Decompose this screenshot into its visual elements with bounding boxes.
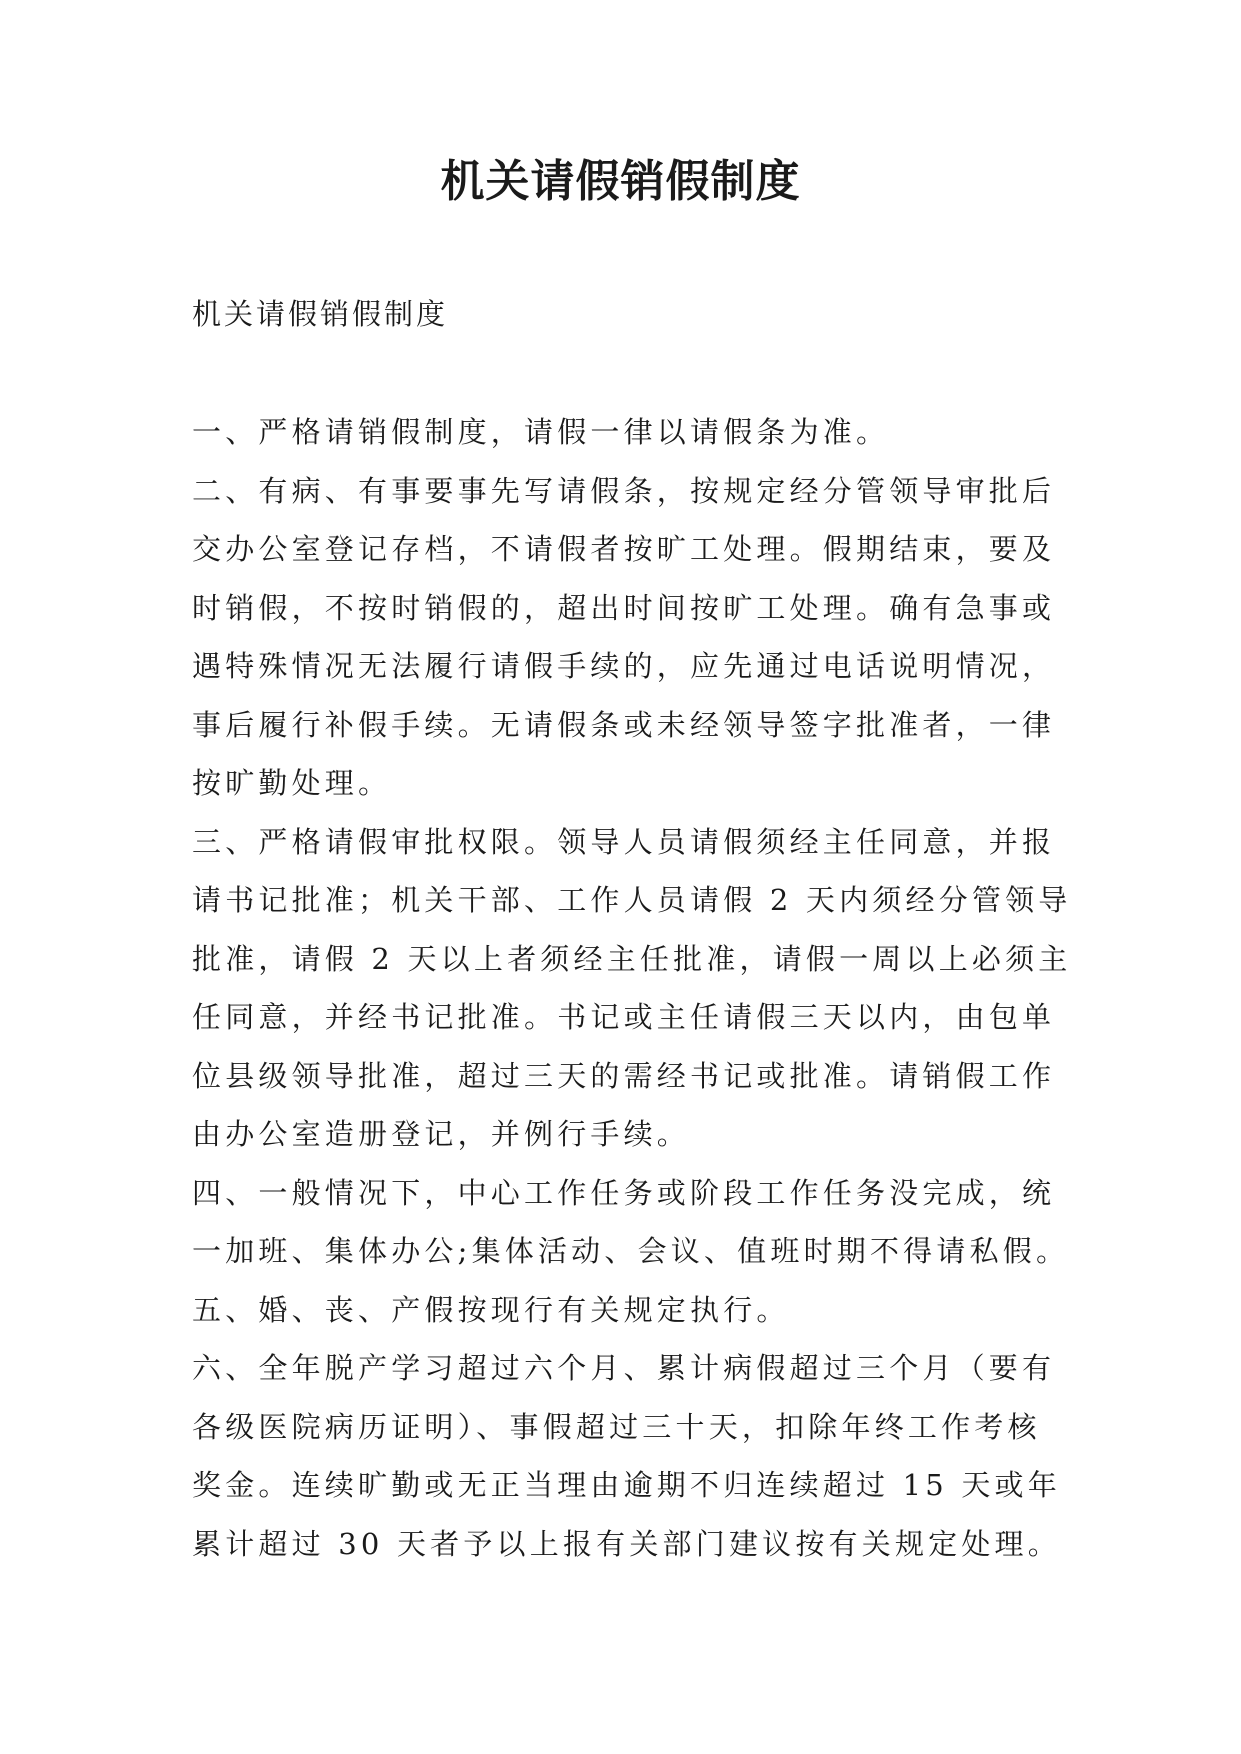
paragraph-line: 累计超过 30 天者予以上报有关部门建议按有关规定处理。 bbox=[192, 1526, 1061, 1561]
paragraph-line: 事后履行补假手续。无请假条或未经领导签字批准者，一律 bbox=[192, 707, 1056, 742]
paragraph-line: 由办公室造册登记，并例行手续。 bbox=[192, 1117, 691, 1151]
paragraph-line: 请书记批准；机关干部、工作人员请假 2 天内须经分管领导 bbox=[192, 883, 1072, 917]
document-body bbox=[192, 403, 1072, 1573]
document-title: 机关请假销假制度 bbox=[440, 156, 801, 207]
paragraph-line: 各级医院病历证明）、事假超过三十天，扣除年终工作考核 bbox=[192, 1409, 1041, 1444]
paragraph-line: 一加班、集体办公;集体活动、会议、值班时期不得请私假。 bbox=[192, 1234, 1070, 1268]
paragraph-3 bbox=[192, 813, 1072, 1164]
paragraph-line: 五、婚、丧、产假按现行有关规定执行。 bbox=[192, 1292, 790, 1327]
paragraph-line: 时销假，不按时销假的，超出时间按旷工处理。确有急事或 bbox=[192, 590, 1056, 625]
paragraph-line: 位县级领导批准，超过三天的需经书记或批准。请销假工作 bbox=[192, 1058, 1056, 1093]
paragraph-line: 任同意，并经书记批准。书记或主任请假三天以内，由包单 bbox=[192, 1000, 1056, 1034]
paragraph-2 bbox=[192, 462, 1072, 813]
paragraph-1 bbox=[192, 403, 1072, 462]
paragraph-line: 遇特殊情况无法履行请假手续的，应先通过电话说明情况， bbox=[192, 649, 1056, 683]
paragraph-line: 二、有病、有事要事先写请假条，按规定经分管领导审批后 bbox=[192, 473, 1056, 508]
document-subtitle: 机关请假销假制度 bbox=[192, 297, 449, 331]
paragraph-4 bbox=[192, 1164, 1072, 1281]
paragraph-line: 奖金。连续旷勤或无正当理由逾期不归连续超过 15 天或年 bbox=[192, 1468, 1061, 1502]
paragraph-line: 四、一般情况下，中心工作任务或阶段工作任务没完成，统 bbox=[192, 1175, 1056, 1210]
paragraph-line: 交办公室登记存档，不请假者按旷工处理。假期结束，要及 bbox=[192, 532, 1056, 566]
paragraph-6 bbox=[192, 1339, 1072, 1573]
paragraph-5 bbox=[192, 1281, 1072, 1340]
paragraph-line: 按旷勤处理。 bbox=[192, 766, 392, 800]
paragraph-line: 六、全年脱产学习超过六个月、累计病假超过三个月（要有 bbox=[192, 1351, 1056, 1385]
paragraph-line: 批准，请假 2 天以上者须经主任批准，请假一周以上必须主 bbox=[192, 941, 1072, 976]
paragraph-line: 一、严格请销假制度，请假一律以请假条为准。 bbox=[192, 415, 890, 449]
paragraph-line: 三、严格请假审批权限。领导人员请假须经主任同意，并报 bbox=[192, 824, 1056, 859]
